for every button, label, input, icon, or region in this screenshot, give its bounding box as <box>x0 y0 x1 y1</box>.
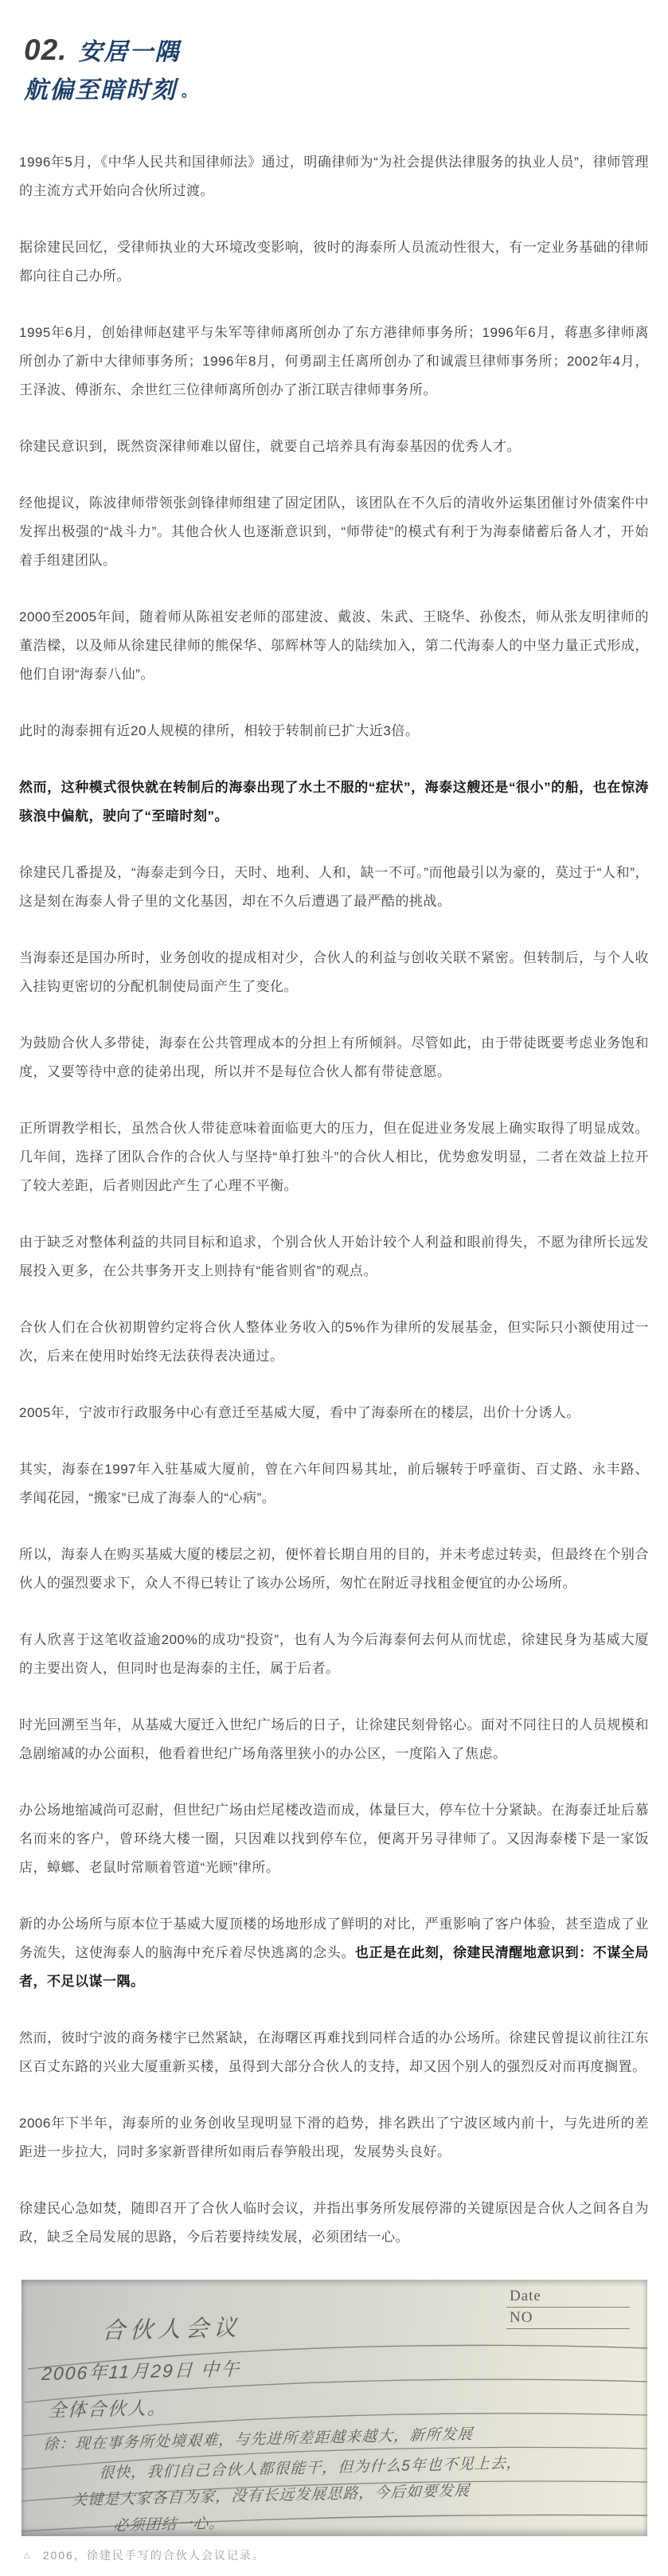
paragraph: 徐建民几番提及，“海泰走到今日，天时、地利、人和，缺一不可。”而他最引以为豪的，莫过于“人和”，这是刻在海泰人骨子里的文化基因，却在不久后遭遇了最严酷的挑战。 <box>19 865 649 910</box>
paragraph: 2000至2005年间，随着师从陈祖安老师的邵建波、戴波、朱武、王晓华、孙俊杰，师从张友明律师的董浩樑，以及师从徐建民律师的熊保华、邬辉林等人的陆续加入，第二代海泰人的中坚力量正式形成，他们自诩“海泰八仙”。 <box>19 609 649 683</box>
paragraph: 此时的海泰拥有近20人规模的律所，相较于转制前已扩大近3倍。 <box>19 723 420 739</box>
paragraph-bold-run: 也正是在此刻，徐建民清醒地意识到：不谋全局者，不足以谋一隅。 <box>19 1945 650 1990</box>
paragraph: 徐建民意识到，既然资深律师难以留住，就要自己培养具有海泰基因的优秀人才。 <box>19 439 521 455</box>
handwriting-title: 合伙人会议 <box>101 2316 242 2345</box>
paragraph: 所以，海泰人在购买基威大厦的楼层之初，便怀着长期自用的目的，并未考虑过转卖，但最终在个别合伙人的强烈要求下，众人不得已转让了该办公场所，匆忙在附近寻找租金便宜的办公场所。 <box>19 1547 649 1591</box>
section-title-line2-wrap <box>24 75 649 108</box>
paragraph: 正所谓教学相长，虽然合伙人带徒意味着面临更大的压力，但在促进业务发展上确实取得了明显成效。几年间，选择了团队合作的合伙人与坚持“单打独斗”的合伙人相比，优势愈发明显，二者在效益上拉开了较大差距，后者则因此产生了心理不平衡。 <box>19 1121 649 1194</box>
photo-caption <box>24 2547 649 2563</box>
section-number: 02. <box>24 33 68 66</box>
handwriting-line: 关键是大家各自为家，没有长远发展思路，今后如要发展 <box>71 2483 471 2510</box>
date-field-label: Date <box>506 2288 630 2308</box>
paragraph-with-bold-run <box>19 1910 649 1996</box>
paper-header-fields <box>506 2288 630 2329</box>
paragraph: 徐建民心急如焚，随即召开了合伙人临时会议，并指出事务所发展停滞的关键原因是合伙人之间各自为政，缺乏全局发展的思路，今后若要持续发展，必须团结一心。 <box>19 2201 649 2245</box>
handwritten-minutes-photo[interactable] <box>21 2280 647 2536</box>
paragraph: 合伙人们在合伙初期曾约定将合伙人整体业务收入的5%作为律所的发展基金，但实际只小额使用过一次，后来在使用时始终无法获得表决通过。 <box>19 1320 649 1364</box>
paragraph: 为鼓励合伙人多带徒，海泰在公共管理成本的分担上有所倾斜。尽管如此，由于带徒既要考虑业务饱和度，又要等待中意的徒弟出现，所以并不是每位合伙人都有带徒意愿。 <box>19 1035 649 1080</box>
handwriting-line: 全体合伙人。 <box>47 2397 168 2421</box>
paragraph: 经他提议，陈波律师带领张剑锋律师组建了固定团队，该团队在不久后的清收外运集团催讨外债案件中发挥出极强的“战斗力”。其他合伙人也逐渐意识到，“师带徒”的模式有利于为海泰储蓄后备人才，开始着手组建团队。 <box>19 495 649 569</box>
paragraph: 然而，彼时宁波的商务楼宇已然紧缺，在海曙区再难找到同样合适的办公场所。徐建民曾提议前往江东区百丈东路的兴业大厦重新买楼，虽得到大部分合伙人的支持，却又因个别人的强烈反对而再度搁置。 <box>19 2030 649 2075</box>
paragraph: 时光回溯至当年，从基威大厦迁入世纪广场后的日子，让徐建民刻骨铭心。面对不同往日的人员规模和急剧缩减的办公面积，他看着世纪广场角落里狭小的办公区，一度陷入了焦虑。 <box>19 1717 649 1762</box>
handwriting-line: 徐：现在事务所处境艰难，与先进所差距越来越大，新所发展 <box>42 2426 474 2454</box>
handwriting-line: 2006年11月29日 中午 <box>41 2359 241 2385</box>
paragraph: 1995年6月，创始律师赵建平与朱军等律师离所创办了东方港律师事务所；1996年6月，蒋惠多律师离所创办了新中大律师事务所；1996年8月，何勇副主任离所创办了和诚震旦律师事务所；2002年4月，王泽波、傅浙东、余世红三位律师离所创办了浙江联吉律师事务所。 <box>19 325 649 398</box>
section-title-line2: 航偏至暗时刻 <box>24 76 177 104</box>
section-title-period: 。 <box>182 83 196 100</box>
paragraph: 2006年下半年，海泰所的业务创收呈现明显下滑的趋势，排名跌出了宁波区域内前十，与先进所的差距进一步拉大，同时多家新晋律所如雨后春笋般出现，发展势头良好。 <box>19 2116 649 2160</box>
paragraph: 由于缺乏对整体利益的共同目标和追求，个别合伙人开始计较个人利益和眼前得失，不愿为律所长远发展投入更多，在公共事务开支上则持有“能省则省”的观点。 <box>19 1235 649 1279</box>
handwriting-line: 必须团结一心。 <box>112 2515 225 2535</box>
paragraph: 当海泰还是国办所时，业务创收的提成相对少，合伙人的利益与创收关联不紧密。但转制后，与个人收入挂钩更密切的分配机制使局面产生了变化。 <box>19 950 649 995</box>
caption-text: 2006，徐建民手写的合伙人会议记录。 <box>42 2549 265 2562</box>
section-title-line1: 安居一隅 <box>78 39 181 65</box>
paragraph: 1996年5月，《中华人民共和国律师法》通过，明确律师为“为社会提供法律服务的执业人员”，律师管理的主流方式开始向合伙所过渡。 <box>19 155 649 199</box>
no-field-label: NO <box>506 2309 630 2329</box>
caption-triangle-icon: △ <box>24 2551 32 2560</box>
paragraph: 办公场地缩减尚可忍耐，但世纪广场由烂尾楼改造而成，体量巨大，停车位十分紧缺。在海泰迁址后慕名而来的客户，曾环绕大楼一圈，只因难以找到停车位，便离开另寻律师了。又因海泰楼下是一家饭店，蟑螂、老鼠时常顺着管道“光顾”律所。 <box>19 1803 649 1876</box>
paragraph-bold: 然而，这种模式很快就在转制后的海泰出现了水土不服的“症状”，海泰这艘还是“很小”的船，也在惊涛骇浪中偏航，驶向了“至暗时刻”。 <box>19 780 649 824</box>
paragraph: 有人欣喜于这笔收益逾200%的成功“投资”，也有人为今后海泰何去何从而忧虑，徐建民身为基威大厦的主要出资人，但同时也是海泰的主任，属于后者。 <box>19 1632 649 1677</box>
paragraph-text: 新的办公场所与原本位于基威大厦顶楼的场地形成了鲜明的对比，严重影响了客户体验，甚至造成了业务流失，这使海泰人的脑海中充斥着尽快逃离的念头。 <box>19 1916 649 1961</box>
article-body <box>19 148 649 2252</box>
paragraph: 其实，海泰在1997年入驻基威大厦前，曾在六年间四易其址，前后辗转于呼童街、百丈路、永丰路、孝闻花园，“搬家”已成了海泰人的“心病”。 <box>19 1462 649 1506</box>
paragraph: 据徐建民回忆，受律师执业的大环境改变影响，彼时的海泰所人员流动性很大，有一定业务基础的律师都向往自己办所。 <box>19 240 649 284</box>
paragraph: 2005年，宁波市行政服务中心有意迁至基威大厦，看中了海泰所在的楼层，出价十分诱人。 <box>19 1405 580 1421</box>
section-heading <box>24 30 649 107</box>
handwriting-line: 很快，我们自己合伙人都很能干，但为什么5年也不见上去， <box>98 2455 523 2483</box>
